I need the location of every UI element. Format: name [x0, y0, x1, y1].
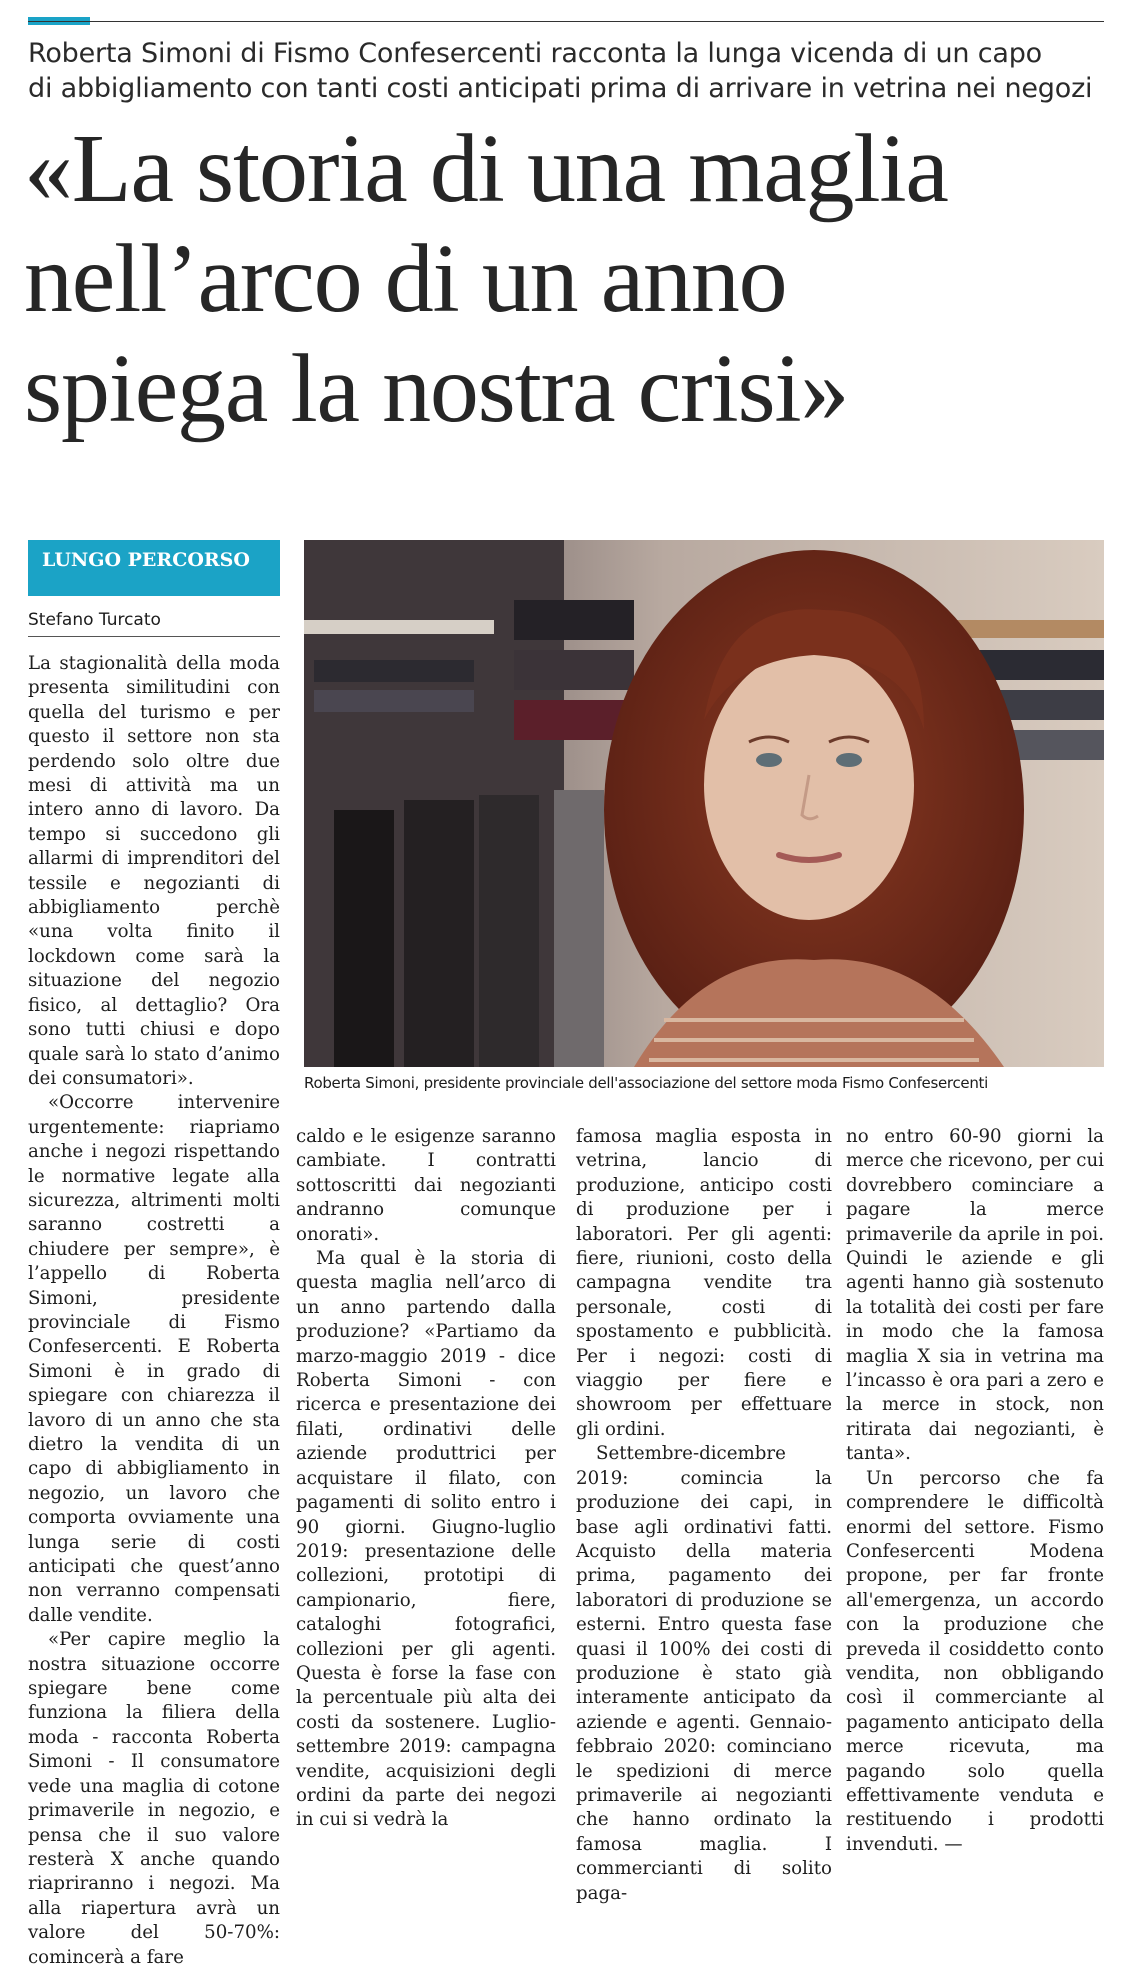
kicker-line-1: Roberta Simoni di Fismo Confesercenti racconta la lunga vicenda di un capo: [28, 38, 1042, 69]
paragraph: famosa maglia esposta in vetrina, lancio di produzione, anticipo costi di produzione per i laboratori. Per gli agenti: fiere, riunioni, costo della campagna vendite tra personale, costi di spostamento e pubblicità. Per i negozi: costi di viaggio per fiere e showroom per effettuare gli ordini.: [576, 1126, 832, 1440]
headline-line-2: nell’arco di un anno: [24, 225, 787, 333]
headline-line-3: spiega la nostra crisi»: [24, 335, 849, 443]
body-column-1: [28, 652, 280, 1970]
paragraph: no entro 60-90 giorni la merce che ricevono, per cui dovrebbero cominciare a pagare la merce primaverile da aprile in poi. Quindi le aziende e gli agenti hanno già sostenuto la totalità dei costi per fare in modo che la famosa maglia X sia in vetrina ma l’incasso è ora pari a zero e la merce in stock, non ritirata dai negozianti, è tanta».: [846, 1126, 1104, 1465]
kicker-line-2: di abbigliamento con tanti costi anticipati prima di arrivare in vetrina nei negozi: [28, 73, 1093, 104]
headline-line-1: «La storia di una maglia: [24, 115, 948, 223]
byline: Stefano Turcato: [28, 610, 280, 637]
paragraph: «Per capire meglio la nostra situazione occorre spiegare bene come funziona la filiera della moda - racconta Roberta Simoni - Il consumatore vede una maglia di cotone primaverile in negozio, e pensa che il suo valore resterà X anche quando riapriranno i negozi. Ma alla riapertura avrà un valore del 50-70%: comincerà a fare: [28, 1629, 280, 1968]
paragraph: «Occorre intervenire urgentemente: riapriamo anche i negozi rispettando le normative legate alla sicurezza, altrimenti molti saranno costretti a chiudere per sempre», è l’appello di Roberta Simoni, presidente provinciale di Fismo Confesercenti. E Roberta Simoni è in grado di spiegare con chiarezza il lavoro di un anno che sta dietro la vendita di un capo di abbigliamento in negozio, un lavoro che comporta ovviamente una lunga serie di costi anticipati che quest’anno non verranno compensati dalle vendite.: [28, 1092, 280, 1626]
headline: [24, 114, 1114, 444]
paragraph: Un percorso che fa comprendere le difficoltà enormi del settore. Fismo Confesercenti Modena propone, per far fronte all'emergenza, un accordo con la produzione che preveda il cosiddetto conto vendita, non obbligando così il commerciante al pagamento anticipato della merce ricevuta, ma pagando solo quella effettivamente venduta e restituendo i prodotti invenduti. —: [846, 1467, 1104, 1855]
paragraph: La stagionalità della moda presenta similitudini con quella del turismo e per questo il settore non sta perdendo solo oltre due mesi di attività ma un intero anno di lavoro. Da tempo si succedono gli allarmi di imprenditori del tessile e negozianti di abbigliamento perchè «una volta finito il lockdown come sarà la situazione del negozio fisico, al dettaglio? Ora sono tutti chiusi e dopo quale sarà lo stato d’animo dei consumatori».: [28, 653, 280, 1089]
photo-caption: Roberta Simoni, presidente provinciale dell'associazione del settore moda Fismo Confesercenti: [304, 1074, 989, 1092]
section-tag: LUNGO PERCORSO: [28, 540, 280, 596]
paragraph: caldo e le esigenze saranno cambiate. I contratti sottoscritti dai negozianti andranno comunque onorati».: [296, 1126, 556, 1245]
portrait-photo: [304, 540, 1104, 1067]
paragraph: Settembre-dicembre 2019: comincia la produzione dei capi, in base agli ordinativi fatti. Acquisto della materia prima, pagamento dei laboratori di produzione se esterni. Entro questa fase quasi il 100% dei costi di produzione è stato già interamente anticipato da aziende e agenti. Gennaio-febbraio 2020: cominciano le spedizioni di merce primaverile ai negozianti che hanno ordinato la famosa maglia. I commercianti di solito paga-: [576, 1443, 832, 1904]
body-column-3: [576, 1125, 832, 1906]
paragraph: Ma qual è la storia di questa maglia nell’arco di un anno partendo dalla produzione? «Partiamo da marzo-maggio 2019 - dice Roberta Simoni - con ricerca e presentazione dei filati, ordinativi delle aziende produttrici per acquistare il filato, con pagamenti di solito entro i 90 giorni. Giugno-luglio 2019: presentazione delle collezioni, prototipi di campionario, fiere, cataloghi fotografici, collezioni per gli agenti. Questa è forse la fase con la percentuale più alta dei costi da sostenere. Luglio-settembre 2019: campagna vendite, acquisizioni degli ordini da parte dei negozi in cui si vedrà la: [296, 1248, 556, 1831]
top-rule: [28, 21, 1104, 22]
kicker: [28, 36, 1104, 106]
body-column-4: [846, 1125, 1104, 1857]
body-column-2: [296, 1125, 556, 1833]
